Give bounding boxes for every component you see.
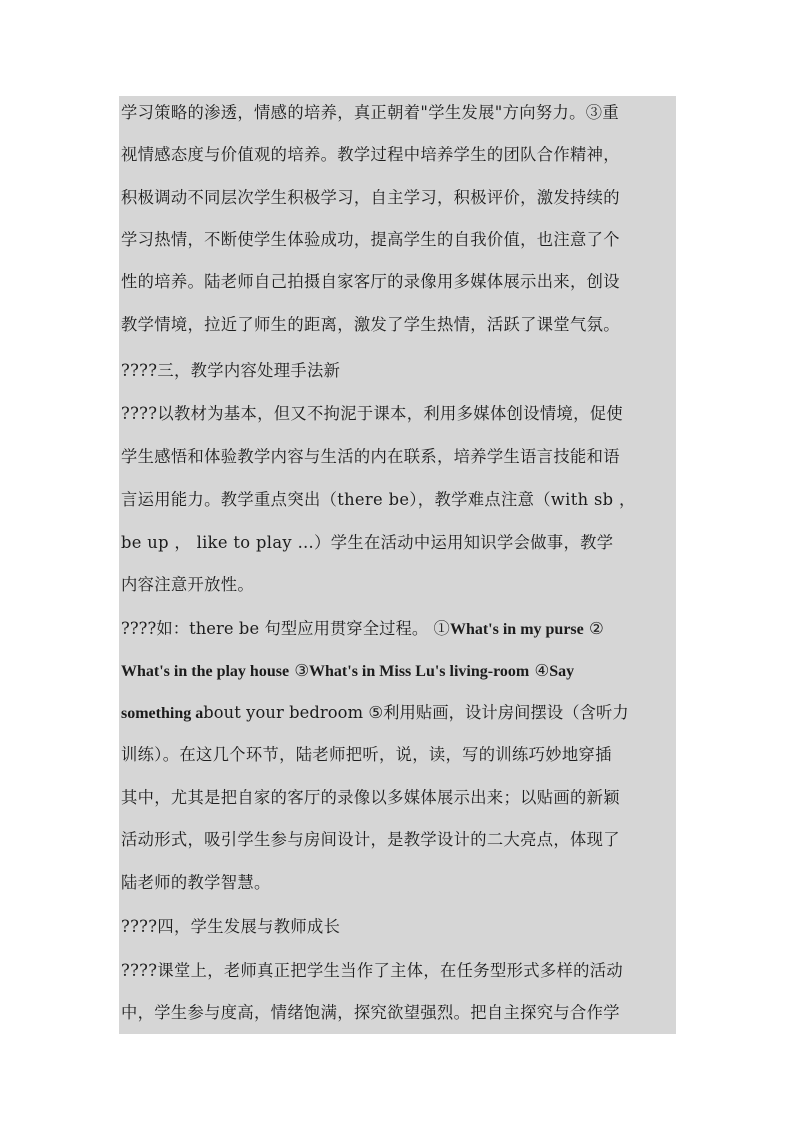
paragraph-line: 学生感悟和体验教学内容与生活的内在联系，培养学生语言技能和语 xyxy=(121,447,620,466)
paragraph-line: 视情感态度与价值观的培养。教学过程中培养学生的团队合作精神， xyxy=(121,145,620,164)
example-title: What's in the play house xyxy=(121,663,290,680)
paragraph-line: 其中，尤其是把自家的客厅的录像以多媒体展示出来；以贴画的新颖 xyxy=(121,788,620,807)
paragraph-line xyxy=(121,618,604,641)
line-text: ② xyxy=(583,619,604,638)
paragraph-line: 活动形式，吸引学生参与房间设计，是教学设计的二大亮点，体现了 xyxy=(121,830,620,849)
paragraph-line: 性的培养。陆老师自己拍摄自家客厅的录像用多媒体展示出来，创设 xyxy=(121,272,620,291)
paragraph-line: 言运用能力。教学重点突出（there be），教学难点注意（with sb ， xyxy=(121,490,636,509)
line-text: ????如：there be 句型应用贯穿全过程。 ① xyxy=(121,619,450,638)
paragraph-line: 内容注意开放性。 xyxy=(121,575,255,594)
document-text-block xyxy=(119,96,676,1034)
example-title: Say xyxy=(549,663,575,680)
section-heading: ????四，学生发展与教师成长 xyxy=(121,917,341,936)
example-title: What's in Miss Lu's living-room xyxy=(309,663,530,680)
paragraph-line: 陆老师的教学智慧。 xyxy=(121,873,271,892)
paragraph-line: ????以教材为基本，但又不拘泥于课本，利用多媒体创设情境，促使 xyxy=(121,404,623,423)
paragraph-line: 学习热情，不断使学生体验成功，提高学生的自我价值，也注意了个 xyxy=(121,230,620,249)
example-title: something a xyxy=(121,705,204,722)
paragraph-line: be up ， like to play …）学生在活动中运用知识学会做事，教学 xyxy=(121,533,614,552)
paragraph-line xyxy=(121,660,574,683)
paragraph-line: 学习策略的渗透，情感的培养，真正朝着"学生发展"方向努力。③重 xyxy=(121,103,619,122)
paragraph-line: 积极调动不同层次学生积极学习，自主学习，积极评价，激发持续的 xyxy=(121,188,620,207)
paragraph-line: ????课堂上，老师真正把学生当作了主体，在任务型形式多样的活动 xyxy=(121,961,623,980)
line-text: ④ xyxy=(529,661,550,680)
paragraph-line: 教学情境，拉近了师生的距离，激发了学生热情，活跃了课堂气氛。 xyxy=(121,315,620,334)
paragraph-line xyxy=(121,702,629,725)
line-text: bout your bedroom ⑤利用贴画，设计房间摆设（含听力 xyxy=(203,703,629,722)
line-text: ③ xyxy=(289,661,310,680)
paragraph-line: 中，学生参与度高，情绪饱满，探究欲望强烈。把自主探究与合作学 xyxy=(121,1003,620,1022)
paragraph-line: 训练）。在这几个环节，陆老师把听，说，读，写的训练巧妙地穿插 xyxy=(121,745,612,764)
section-heading: ????三，教学内容处理手法新 xyxy=(121,361,341,380)
example-title: What's in my purse xyxy=(449,621,584,638)
